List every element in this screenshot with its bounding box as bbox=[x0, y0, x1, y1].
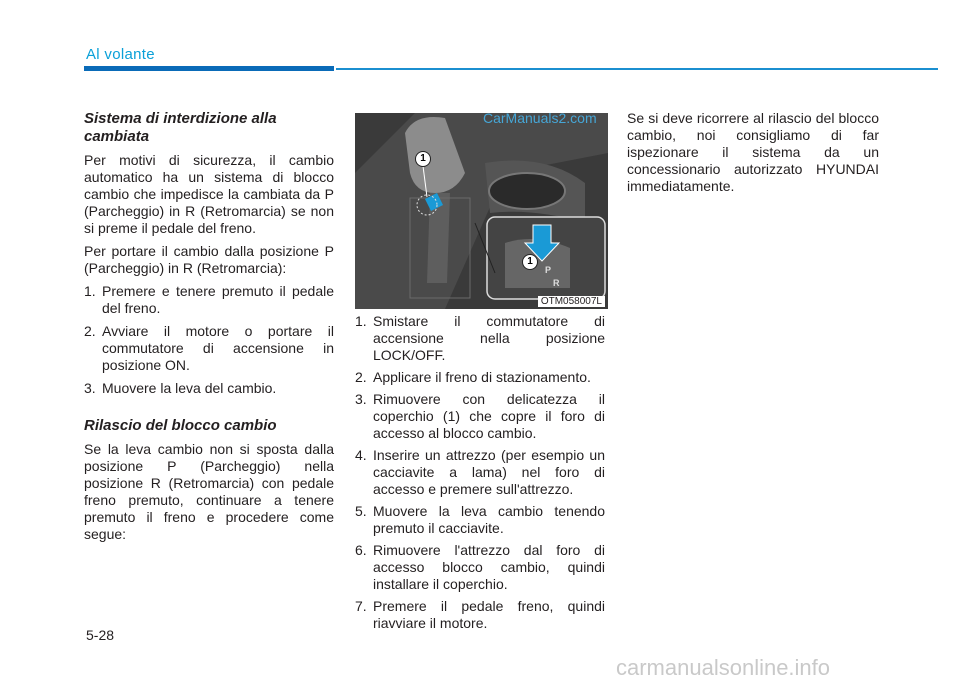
step-text: Rimuovere con delicatezza il coperchio (1) che copre il foro di accesso al blocco cambio. bbox=[373, 391, 605, 441]
list-item bbox=[355, 598, 605, 632]
paragraph: Se si deve ricorrere al rilascio del blocco cambio, noi consigliamo di far ispezionare il sistema da un concessionario autorizzato HYUNDAI immediatamente. bbox=[627, 110, 879, 194]
step-number: 6. bbox=[355, 542, 367, 558]
left-column bbox=[84, 110, 334, 549]
release-steps-list bbox=[355, 313, 605, 632]
step-number: 5. bbox=[355, 503, 367, 519]
figure-code: OTM058007L bbox=[538, 296, 605, 307]
callout-1-inset: 1 bbox=[522, 254, 538, 270]
list-item bbox=[355, 542, 605, 593]
list-item bbox=[84, 323, 334, 374]
list-item bbox=[355, 503, 605, 537]
step-number: 2. bbox=[84, 323, 96, 339]
step-number: 2. bbox=[355, 369, 367, 385]
callout-1: 1 bbox=[415, 151, 431, 167]
step-text: Avviare il motore o portare il commutatore di accensione in posizione ON. bbox=[102, 323, 334, 373]
heading-shift-lock-release: Rilascio del blocco cambio bbox=[84, 417, 277, 434]
gear-letter-p: P bbox=[545, 265, 552, 275]
section-title: Al volante bbox=[86, 46, 155, 63]
step-text: Muovere la leva del cambio. bbox=[102, 380, 277, 396]
header-rule-dark bbox=[84, 66, 334, 71]
list-item bbox=[84, 380, 334, 397]
step-number: 1. bbox=[84, 283, 96, 299]
step-text: Premere e tenere premuto il pedale del freno. bbox=[102, 283, 334, 316]
list-item bbox=[355, 313, 605, 364]
footer-watermark: carmanualsonline.info bbox=[616, 655, 831, 680]
step-number: 4. bbox=[355, 447, 367, 463]
list-item bbox=[84, 283, 334, 317]
step-number: 7. bbox=[355, 598, 367, 614]
page-number: 5-28 bbox=[86, 627, 115, 643]
paragraph: Se la leva cambio non si sposta dalla posizione P (Parcheggio) nella posizione R (Retromarcia) con pedale freno premuto, continuare a tenere premuto il freno e procedere come segue: bbox=[84, 441, 334, 542]
header-rule-light bbox=[336, 68, 938, 70]
step-number: 3. bbox=[355, 391, 367, 407]
step-text: Premere il pedale freno, quindi riavviare il motore. bbox=[373, 598, 605, 631]
paragraph: Per motivi di sicurezza, il cambio automatico ha un sistema di blocco cambio che impedisce la cambiata da P (Parcheggio) in R (Retromarcia) se non si preme il pedale del freno. bbox=[84, 152, 334, 236]
watermark-logo: CarManuals2.com bbox=[483, 110, 597, 126]
step-text: Smistare il commutatore di accensione nella posizione LOCK/OFF. bbox=[373, 313, 605, 363]
step-text: Muovere la leva cambio tenendo premuto il cacciavite. bbox=[373, 503, 605, 536]
step-number: 1. bbox=[355, 313, 367, 329]
heading-shift-lock: Sistema di interdizione alla cambiata bbox=[84, 110, 277, 145]
list-item bbox=[355, 447, 605, 498]
paragraph: Per portare il cambio dalla posizione P (Parcheggio) in R (Retromarcia): bbox=[84, 243, 334, 276]
step-text: Applicare il freno di stazionamento. bbox=[373, 369, 591, 385]
step-text: Rimuovere l'attrezzo dal foro di accesso blocco cambio, quindi installare il coperchio. bbox=[373, 542, 605, 592]
gear-letter-r: R bbox=[553, 278, 560, 288]
shift-lever-illustration bbox=[355, 113, 608, 309]
step-number: 3. bbox=[84, 380, 96, 396]
right-column bbox=[627, 110, 879, 201]
steps-list bbox=[84, 283, 334, 397]
list-item bbox=[355, 369, 605, 386]
shift-lever-drawing bbox=[355, 113, 608, 309]
middle-column bbox=[355, 313, 605, 637]
list-item bbox=[355, 391, 605, 442]
step-text: Inserire un attrezzo (per esempio un cacciavite a lama) nel foro di accesso e premere sull'attrezzo. bbox=[373, 447, 605, 497]
